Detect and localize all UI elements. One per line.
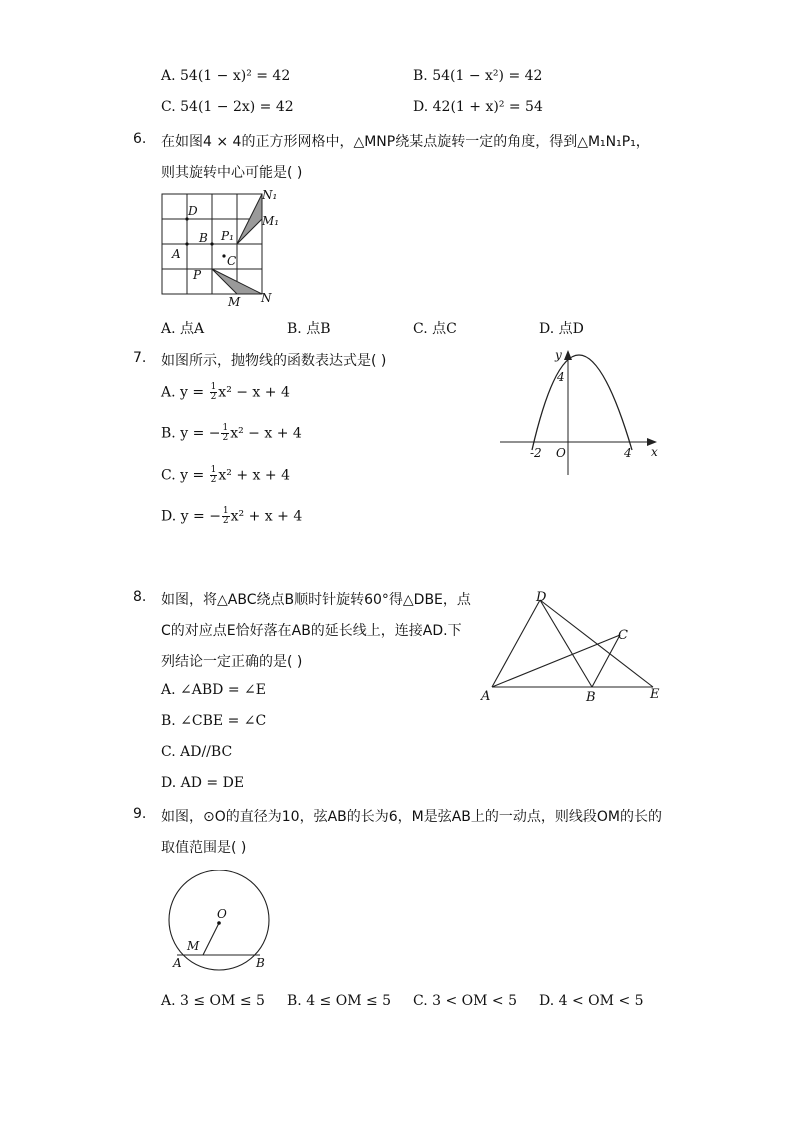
q6-stem-line2: 则其旋转中心可能是( ) [161, 165, 303, 181]
q6-grid-figure [155, 185, 285, 310]
q5-option-d[interactable]: D. 42(1 + x)² = 54 [413, 99, 543, 115]
q8-option-d[interactable]: D. AD = DE [161, 775, 245, 791]
q7-option-d-fraction: $\frac{1}{2}$ [222, 506, 229, 526]
q9-option-c-text: 3 < OM < 5 [432, 993, 518, 1009]
q5-option-c[interactable]: C. 54(1 − 2x) = 42 [161, 99, 294, 115]
q7-parabola-curve [532, 355, 632, 450]
q7-label-x: x [651, 445, 658, 459]
q8-option-a-text: ∠ABD = ∠E [180, 682, 266, 698]
q9-number: 9. [133, 806, 147, 822]
q9-segment-om [203, 923, 219, 955]
q8-stem-line2: C的对应点E恰好落在AB的延长线上，连接AD.下 [161, 623, 462, 639]
q9-option-d-text: 4 < OM < 5 [558, 993, 644, 1009]
q5-option-a[interactable]: A. 54(1 − x)² = 42 [161, 68, 291, 84]
q6-option-d-text: 点D [558, 321, 584, 337]
q9-option-a[interactable]: A. 3 ≤ OM ≤ 5 [161, 993, 265, 1009]
q7-stem: 如图所示，抛物线的函数表达式是( ) [161, 353, 387, 369]
q6-point-b [210, 242, 213, 245]
q6-option-d[interactable]: D. 点D [539, 321, 584, 337]
q6-label-m1: M₁ [262, 214, 280, 228]
q6-option-a-text: 点A [180, 321, 205, 337]
q7-label-y-intercept: 4 [557, 370, 565, 384]
q7-label-origin: O [556, 446, 566, 460]
q8-option-b[interactable]: B. ∠CBE = ∠C [161, 713, 267, 729]
q8-stem-line3: 列结论一定正确的是( ) [161, 654, 303, 670]
q8-number: 8. [133, 589, 147, 605]
q8-option-c[interactable]: C. AD//BC [161, 744, 233, 760]
q9-option-c[interactable]: C. 3 < OM < 5 [413, 993, 518, 1009]
q6-label-a: A [172, 247, 181, 261]
q7-option-d[interactable]: D. y = − $\frac{1}{2}$ x² + x + 4 [161, 506, 303, 526]
q8-label-c: C [618, 628, 628, 643]
q7-option-c[interactable]: C. y = $\frac{1}{2}$ x² + x + 4 [161, 465, 290, 485]
q8-stem-line1: 如图，将△ABC绕点B顺时针旋转60°得△DBE，点 [161, 592, 471, 608]
q6-option-b[interactable]: B. 点B [287, 321, 331, 337]
q7-parabola-graph [495, 340, 670, 480]
q7-option-b[interactable]: B. y = − $\frac{1}{2}$ x² − x + 4 [161, 423, 302, 443]
q6-label-c: C [227, 254, 237, 268]
q7-option-c-fraction: $\frac{1}{2}$ [210, 465, 217, 485]
q7-label-neg2: -2 [530, 446, 542, 460]
q8-option-a[interactable]: A. ∠ABD = ∠E [161, 682, 266, 698]
q5-option-b[interactable]: B. 54(1 − x²) = 42 [413, 68, 543, 84]
q9-option-d[interactable]: D. 4 < OM < 5 [539, 993, 644, 1009]
q8-option-b-text: ∠CBE = ∠C [180, 713, 267, 729]
q5-option-a-text: 54(1 − x)² = 42 [180, 68, 291, 84]
q9-point-o [217, 921, 221, 925]
q9-option-a-text: 3 ≤ OM ≤ 5 [180, 993, 265, 1009]
q5-option-b-text: 54(1 − x²) = 42 [432, 68, 543, 84]
q8-rotation-figure [475, 585, 675, 710]
q6-label-m: M [228, 295, 241, 309]
q7-number: 7. [133, 350, 147, 366]
q6-option-c[interactable]: C. 点C [413, 321, 457, 337]
q9-label-o: O [217, 907, 227, 921]
q6-label-p1: P₁ [221, 229, 234, 243]
q6-number: 6. [133, 131, 147, 147]
q6-label-b: B [199, 231, 208, 245]
q8-label-d: D [536, 590, 547, 605]
q9-circle-figure [162, 870, 282, 975]
q6-label-n1: N₁ [262, 188, 278, 202]
q6-label-d: D [188, 204, 198, 218]
q9-label-b: B [256, 956, 265, 970]
q7-y-axis-arrow [564, 350, 572, 360]
q6-option-c-text: 点C [432, 321, 457, 337]
q8-option-d-text: AD = DE [180, 775, 245, 791]
q9-option-b[interactable]: B. 4 ≤ OM ≤ 5 [287, 993, 392, 1009]
q7-option-a[interactable]: A. y = $\frac{1}{2}$ x² − x + 4 [161, 382, 290, 402]
q6-label-n: N [261, 291, 272, 305]
q8-label-a: A [481, 689, 491, 704]
q8-segments [492, 600, 653, 687]
q8-option-c-text: AD//BC [180, 744, 233, 760]
q8-label-e: E [650, 687, 660, 702]
q8-label-b: B [586, 690, 596, 705]
q9-label-m: M [187, 939, 200, 953]
q5-option-c-text: 54(1 − 2x) = 42 [180, 99, 294, 115]
q6-point-c [222, 254, 225, 257]
q9-option-b-text: 4 ≤ OM ≤ 5 [306, 993, 392, 1009]
q9-stem-line2: 取值范围是( ) [161, 840, 247, 856]
q7-option-b-fraction: $\frac{1}{2}$ [222, 423, 229, 443]
q6-stem-line1: 在如图4 × 4的正方形网格中，△MNP绕某点旋转一定的角度，得到△M₁N₁P₁， [161, 134, 650, 150]
q6-option-a[interactable]: A. 点A [161, 321, 205, 337]
q7-option-a-fraction: $\frac{1}{2}$ [210, 382, 217, 402]
q7-label-x-intercept: 4 [624, 446, 632, 460]
q9-label-a: A [173, 956, 182, 970]
q6-point-a [185, 242, 188, 245]
q9-stem-line1: 如图，⊙O的直径为10，弦AB的长为6，M是弦AB上的一动点，则线段OM的长的 [161, 809, 663, 825]
q7-label-y: y [555, 348, 562, 362]
q5-option-d-text: 42(1 + x)² = 54 [432, 99, 543, 115]
q6-label-p: P [193, 268, 202, 282]
q6-option-b-text: 点B [306, 321, 331, 337]
